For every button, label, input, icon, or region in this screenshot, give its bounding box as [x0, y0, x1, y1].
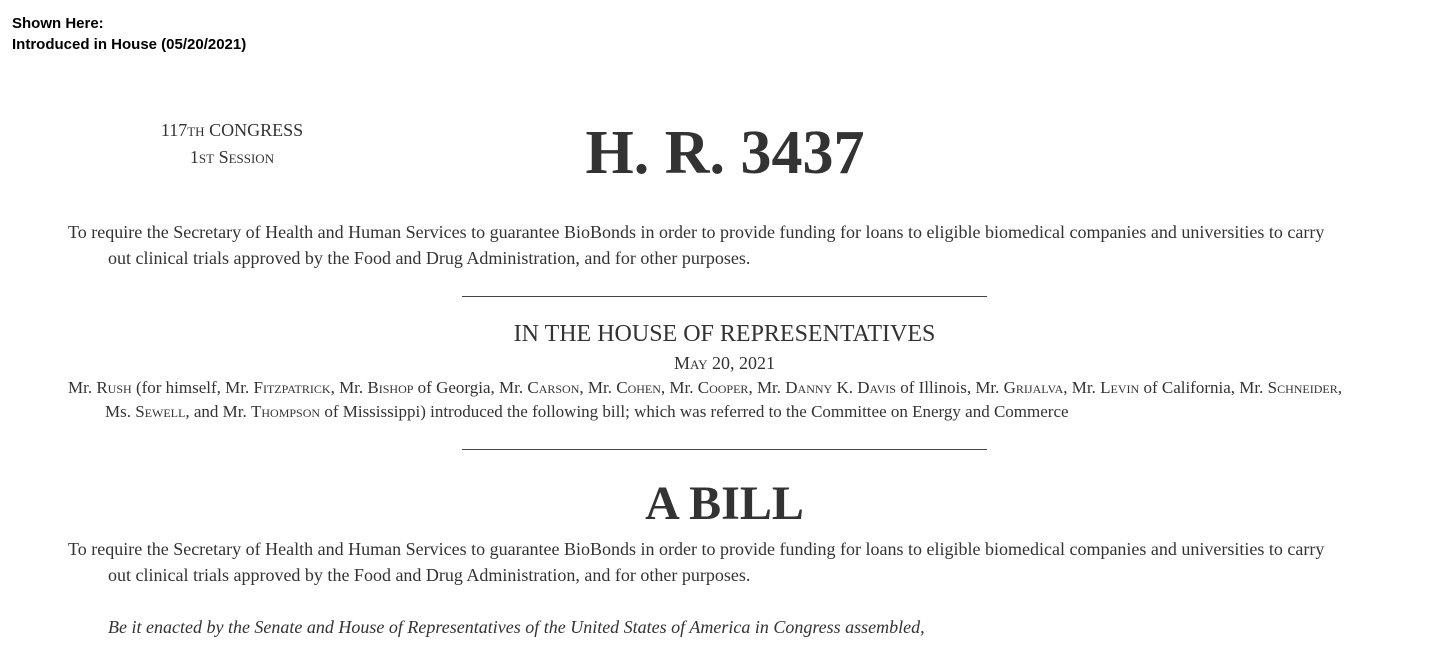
congress-word: CONGRESS — [204, 120, 304, 140]
sponsor-text: (for himself, Mr. — [131, 378, 254, 397]
bill-number: H. R. 3437 — [585, 119, 865, 187]
sponsor-text: , Mr. — [579, 378, 617, 397]
cosponsor-name: Carson — [527, 378, 580, 397]
enacting-clause: Be it enacted by the Senate and House of Representatives of the United States of America in Congress assembled, — [108, 617, 925, 637]
session-number: 1 — [189, 147, 199, 167]
sponsor-text: Mr. — [68, 378, 97, 397]
sponsor-text: , Mr. — [748, 378, 786, 397]
cosponsor-name: Cooper — [697, 378, 749, 397]
cosponsor-name: Sewell — [135, 402, 186, 421]
sponsor-text: of Mississippi) introduced the following bill; which was referred to the Committee on Energy and Commerce — [320, 402, 1069, 421]
a-bill-heading: A BILL — [645, 477, 804, 530]
sponsor-text: of Illinois, Mr. — [895, 378, 1004, 397]
session-word: Session — [214, 147, 275, 167]
sponsor-text: , Ms. — [105, 378, 1342, 421]
sponsor-name: Rush — [96, 378, 132, 397]
cosponsor-name: Danny K. Davis — [785, 378, 896, 397]
divider-bottom — [462, 449, 987, 450]
introduced-date — [462, 351, 987, 375]
session-suffix: st — [198, 147, 215, 167]
cosponsor-name: Grijalva — [1003, 378, 1064, 397]
version-label: Introduced in House (05/20/2021) — [12, 36, 247, 53]
divider-top — [462, 296, 987, 297]
sponsors-paragraph — [68, 376, 1368, 424]
sponsor-text: of California, Mr. — [1139, 378, 1268, 397]
cosponsor-name: Bishop — [367, 378, 414, 397]
bill-purpose-bottom: To require the Secretary of Health and Human Services to guarantee BioBonds in order to provide funding for loans to eligible biomedical companies and universities to carry out clinical trials approved by the Food and Drug Administration, and for other purposes. — [68, 539, 1325, 585]
congress-suffix: th — [187, 120, 205, 140]
congress-session-block — [132, 117, 332, 171]
sponsor-text: , Mr. — [330, 378, 368, 397]
congress-number: 117 — [160, 120, 188, 140]
shown-here-label: Shown Here: — [12, 15, 104, 32]
chamber-heading: IN THE HOUSE OF REPRESENTATIVES — [513, 321, 936, 347]
date-rest: 20, 2021 — [707, 353, 776, 373]
cosponsor-name: Levin — [1100, 378, 1140, 397]
date-month: May — [673, 353, 708, 373]
bill-purpose-top: To require the Secretary of Health and Human Services to guarantee BioBonds in order to provide funding for loans to eligible biomedical companies and universities to carry out clinical trials approved by the Food and Drug Administration, and for other purposes. — [68, 222, 1325, 268]
cosponsor-name: Schneider — [1267, 378, 1338, 397]
cosponsor-name: Cohen — [616, 378, 661, 397]
sponsor-text: , and Mr. — [185, 402, 251, 421]
sponsor-text: of Georgia, Mr. — [413, 378, 528, 397]
congress-line — [132, 117, 332, 144]
session-line — [132, 144, 332, 171]
sponsor-text: , Mr. — [660, 378, 698, 397]
cosponsor-name: Thompson — [250, 402, 321, 421]
sponsor-text: , Mr. — [1063, 378, 1101, 397]
version-header — [12, 13, 246, 55]
cosponsor-name: Fitzpatrick — [253, 378, 331, 397]
